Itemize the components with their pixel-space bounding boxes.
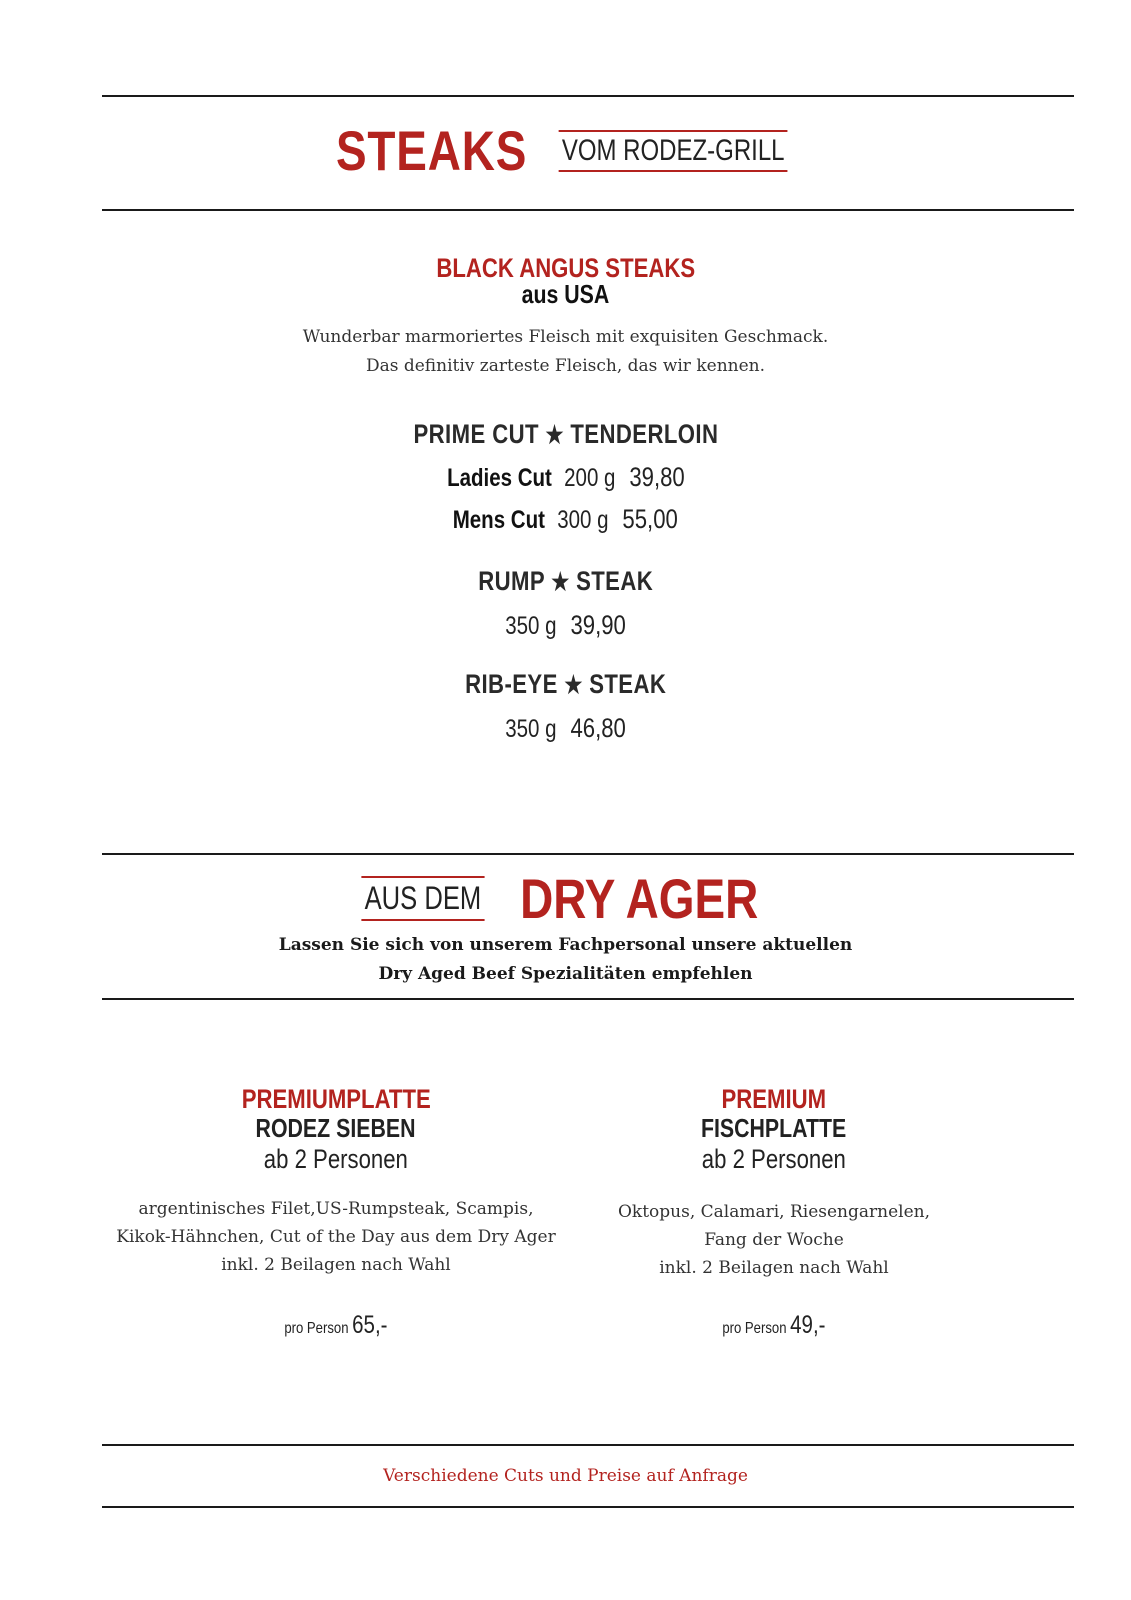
platter-title1: PREMIUM [721,1084,827,1114]
platter-title1: PREMIUMPLATTE [241,1084,431,1114]
platter-description [106,1195,566,1279]
divider-header-bottom [102,209,1074,211]
item-label: Ladies Cut [446,464,552,492]
item-price: 46,80 [570,713,626,743]
rump-title-a: RUMP [478,566,545,596]
black-angus-origin-row [0,279,1131,310]
platter-persons: ab 2 Personen [701,1144,847,1174]
item-weight: 300 g [557,506,609,534]
rump-title-b: STEAK [575,566,653,596]
divider-footer-top [102,1444,1074,1446]
prime-cut-heading [0,419,1131,450]
prime-cut-title-b: TENDERLOIN [569,419,718,449]
platter-desc-line3: inkl. 2 Beilagen nach Wahl [659,1258,889,1278]
platter-price [284,1311,387,1340]
platter-desc-line2: Kikok-Hähnchen, Cut of the Day aus dem Dry Ager [116,1227,556,1247]
black-angus-desc-line1: Wunderbar marmoriertes Fleisch mit exquisiten Geschmack. [302,327,829,347]
platter-price [722,1311,825,1340]
platter-desc-line2: Fang der Woche [704,1230,844,1250]
price-value: 65,- [352,1311,388,1339]
divider-top [102,95,1074,97]
black-angus-description [0,323,1131,381]
rib-eye-title-a: RIB-EYE [464,669,558,699]
item-weight: 350 g [505,612,557,640]
menu-item-rib-eye [0,713,1131,744]
platter-title2: FISCHPLATTE [701,1113,847,1143]
platter-description [544,1198,1004,1282]
star-icon: ★ [545,422,564,449]
platter-rodez-sieben [106,1084,566,1340]
rib-eye-title-b: STEAK [589,669,667,699]
menu-item-ladies-cut [0,462,1131,493]
platter-title2: RODEZ SIEBEN [256,1113,416,1143]
divider-footer-bottom [102,1506,1074,1508]
platter-persons: ab 2 Personen [263,1144,409,1174]
platter-desc-line3: inkl. 2 Beilagen nach Wahl [221,1255,451,1275]
steaks-title: STEAKS [335,119,527,182]
item-label: Mens Cut [452,506,546,534]
platter-desc-line1: argentinisches Filet,US-Rumpsteak, Scampis, [138,1199,534,1219]
item-weight: 200 g [563,464,616,492]
platter-fischplatte [544,1084,1004,1340]
rib-eye-heading [0,669,1131,700]
steaks-header [0,118,1131,183]
footer-note: Verschiedene Cuts und Preise auf Anfrage [383,1466,748,1486]
item-price: 39,90 [570,610,626,640]
price-label: pro Person [722,1320,787,1337]
rump-steak-heading [0,566,1131,597]
prime-cut-title-a: PRIME CUT [413,419,539,449]
item-weight: 350 g [505,715,557,743]
black-angus-desc-line2: Das definitiv zarteste Fleisch, das wir kennen. [365,356,766,376]
black-angus-title: BLACK ANGUS STEAKS [436,253,695,283]
dry-ager-prefix: AUS DEM [362,876,485,921]
dry-ager-header [0,866,1131,931]
dry-ager-desc-line1: Lassen Sie sich von unserem Fachpersonal unsere aktuellen [278,935,853,955]
divider-dry-ager-top [102,853,1074,855]
divider-dry-ager-bottom [102,998,1074,1000]
price-value: 49,- [790,1311,826,1339]
menu-item-mens-cut [0,504,1131,535]
star-icon: ★ [551,569,570,596]
price-label: pro Person [284,1320,349,1337]
menu-item-rump-steak [0,610,1131,641]
dry-ager-title: DRY AGER [520,867,759,930]
item-price: 55,00 [622,504,679,534]
black-angus-origin: aus USA [521,279,610,309]
dry-ager-description [0,931,1131,989]
dry-ager-desc-line2: Dry Aged Beef Spezialitäten empfehlen [378,964,753,984]
steaks-subtitle: VOM RODEZ-GRILL [559,130,788,172]
item-price: 39,80 [628,462,685,492]
platter-desc-line1: Oktopus, Calamari, Riesengarnelen, [617,1202,931,1222]
star-icon: ★ [564,672,583,699]
